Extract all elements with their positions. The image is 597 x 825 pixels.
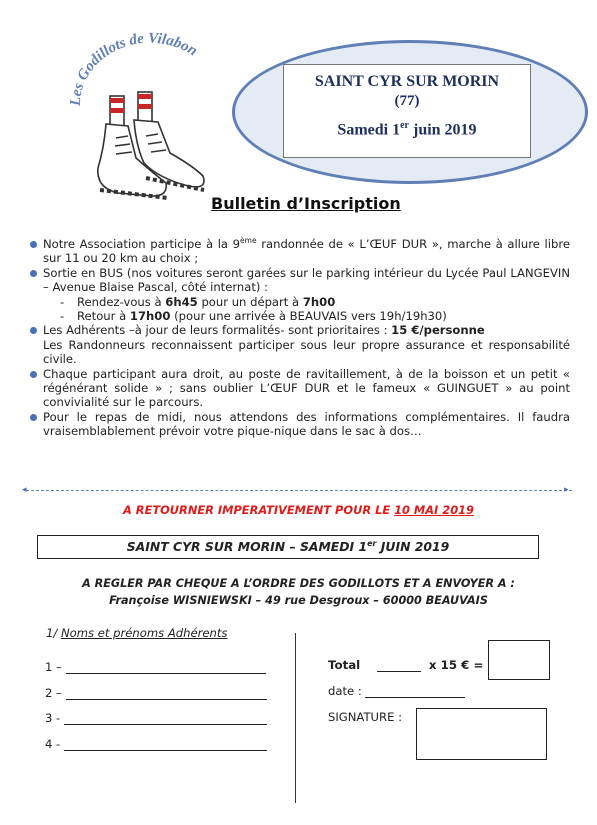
bullet-icon <box>30 414 37 421</box>
event-place: SAINT CYR SUR MORIN <box>314 73 500 90</box>
total-row[interactable]: Total x 15 € = <box>328 658 484 672</box>
event-department: (77) <box>394 93 420 109</box>
sub-item: - Retour à 17h00 (pour une arrivée à BEAUVAIS vers 19h/19h30) <box>60 309 447 324</box>
logo-text: Les Godillots de Vilabon <box>67 30 201 107</box>
members-heading: 1/ Noms et prénoms Adhérents <box>46 626 228 640</box>
info-list <box>30 237 570 439</box>
arrow-left-icon: ◂ <box>22 485 27 495</box>
bullet-icon <box>30 327 37 334</box>
bullet-icon <box>30 270 37 277</box>
cut-line <box>26 490 572 491</box>
member-row[interactable]: 2 – <box>45 686 267 700</box>
list-item: Sortie en BUS (nos voitures seront garées sur le parking intérieur du Lycée Paul LANGEVIN – Avenue Blaise Pascal, côté internat) : <box>30 266 570 295</box>
payment-address: Françoise WISNIEWSKI – 49 rue Desgroux – 60000 BEAUVAIS <box>109 594 488 607</box>
member-name-field[interactable] <box>66 687 267 700</box>
member-row[interactable]: 1 – <box>45 660 266 674</box>
arrow-right-icon: ▸ <box>564 485 569 495</box>
association-logo <box>58 28 228 208</box>
member-row[interactable]: 3 - <box>45 711 267 725</box>
list-item: Chaque participant aura droit, au poste de ravitaillement, à de la boisson et un petit « régénérant solide » ; sans oublier L’ŒUF DUR et le fameux « GUINGUET » au point convivialité sur le parcours. <box>30 367 570 410</box>
event-header-box <box>283 64 531 158</box>
list-item: Notre Association participe à la 9ème randonnée de « L’ŒUF DUR », marche à allure libre sur 11 ou 20 km au choix ; <box>30 237 570 266</box>
event-date: Samedi 1er juin 2019 <box>337 120 477 139</box>
quantity-field[interactable] <box>377 660 421 672</box>
member-name-field[interactable] <box>64 712 267 725</box>
bullet-icon <box>30 371 37 378</box>
column-divider <box>295 633 296 803</box>
hiking-boots-icon <box>98 92 204 198</box>
list-item: Pour le repas de midi, nous attendons des informations complémentaires. Il faudra vraisemblablement prévoir votre pique-nique dans le sac à dos… <box>30 410 570 439</box>
list-item: Les Adhérents –à jour de leurs formalités- sont prioritaires : 15 €/personne Les Randonneurs reconnaissent participer sous leur propre assurance et responsabilité civile. <box>30 323 570 366</box>
member-row[interactable]: 4 - <box>45 737 267 751</box>
date-row[interactable]: date : <box>328 684 465 698</box>
return-deadline: A RETOURNER IMPERATIVEMENT POUR LE 10 MAI 2019 <box>123 503 474 517</box>
signature-box[interactable] <box>416 708 547 760</box>
member-name-field[interactable] <box>66 661 266 674</box>
payment-instructions <box>0 575 597 609</box>
bullet-icon <box>30 241 37 248</box>
event-banner: SAINT CYR SUR MORIN – SAMEDI 1er JUIN 2019 <box>37 535 539 559</box>
date-field[interactable] <box>365 686 465 698</box>
svg-text:Les Godillots de Vilabon <box>68 31 200 108</box>
sub-item: - Rendez-vous à 6h45 pour un départ à 7h00 <box>60 294 336 309</box>
payment-line: A REGLER PAR CHEQUE A L’ORDRE DES GODILLOTS ET A ENVOYER A : <box>82 577 515 590</box>
total-amount-box[interactable] <box>488 640 550 680</box>
signature-label: SIGNATURE : <box>328 710 403 724</box>
page-title: Bulletin d’Inscription <box>211 194 401 213</box>
member-name-field[interactable] <box>64 738 267 751</box>
